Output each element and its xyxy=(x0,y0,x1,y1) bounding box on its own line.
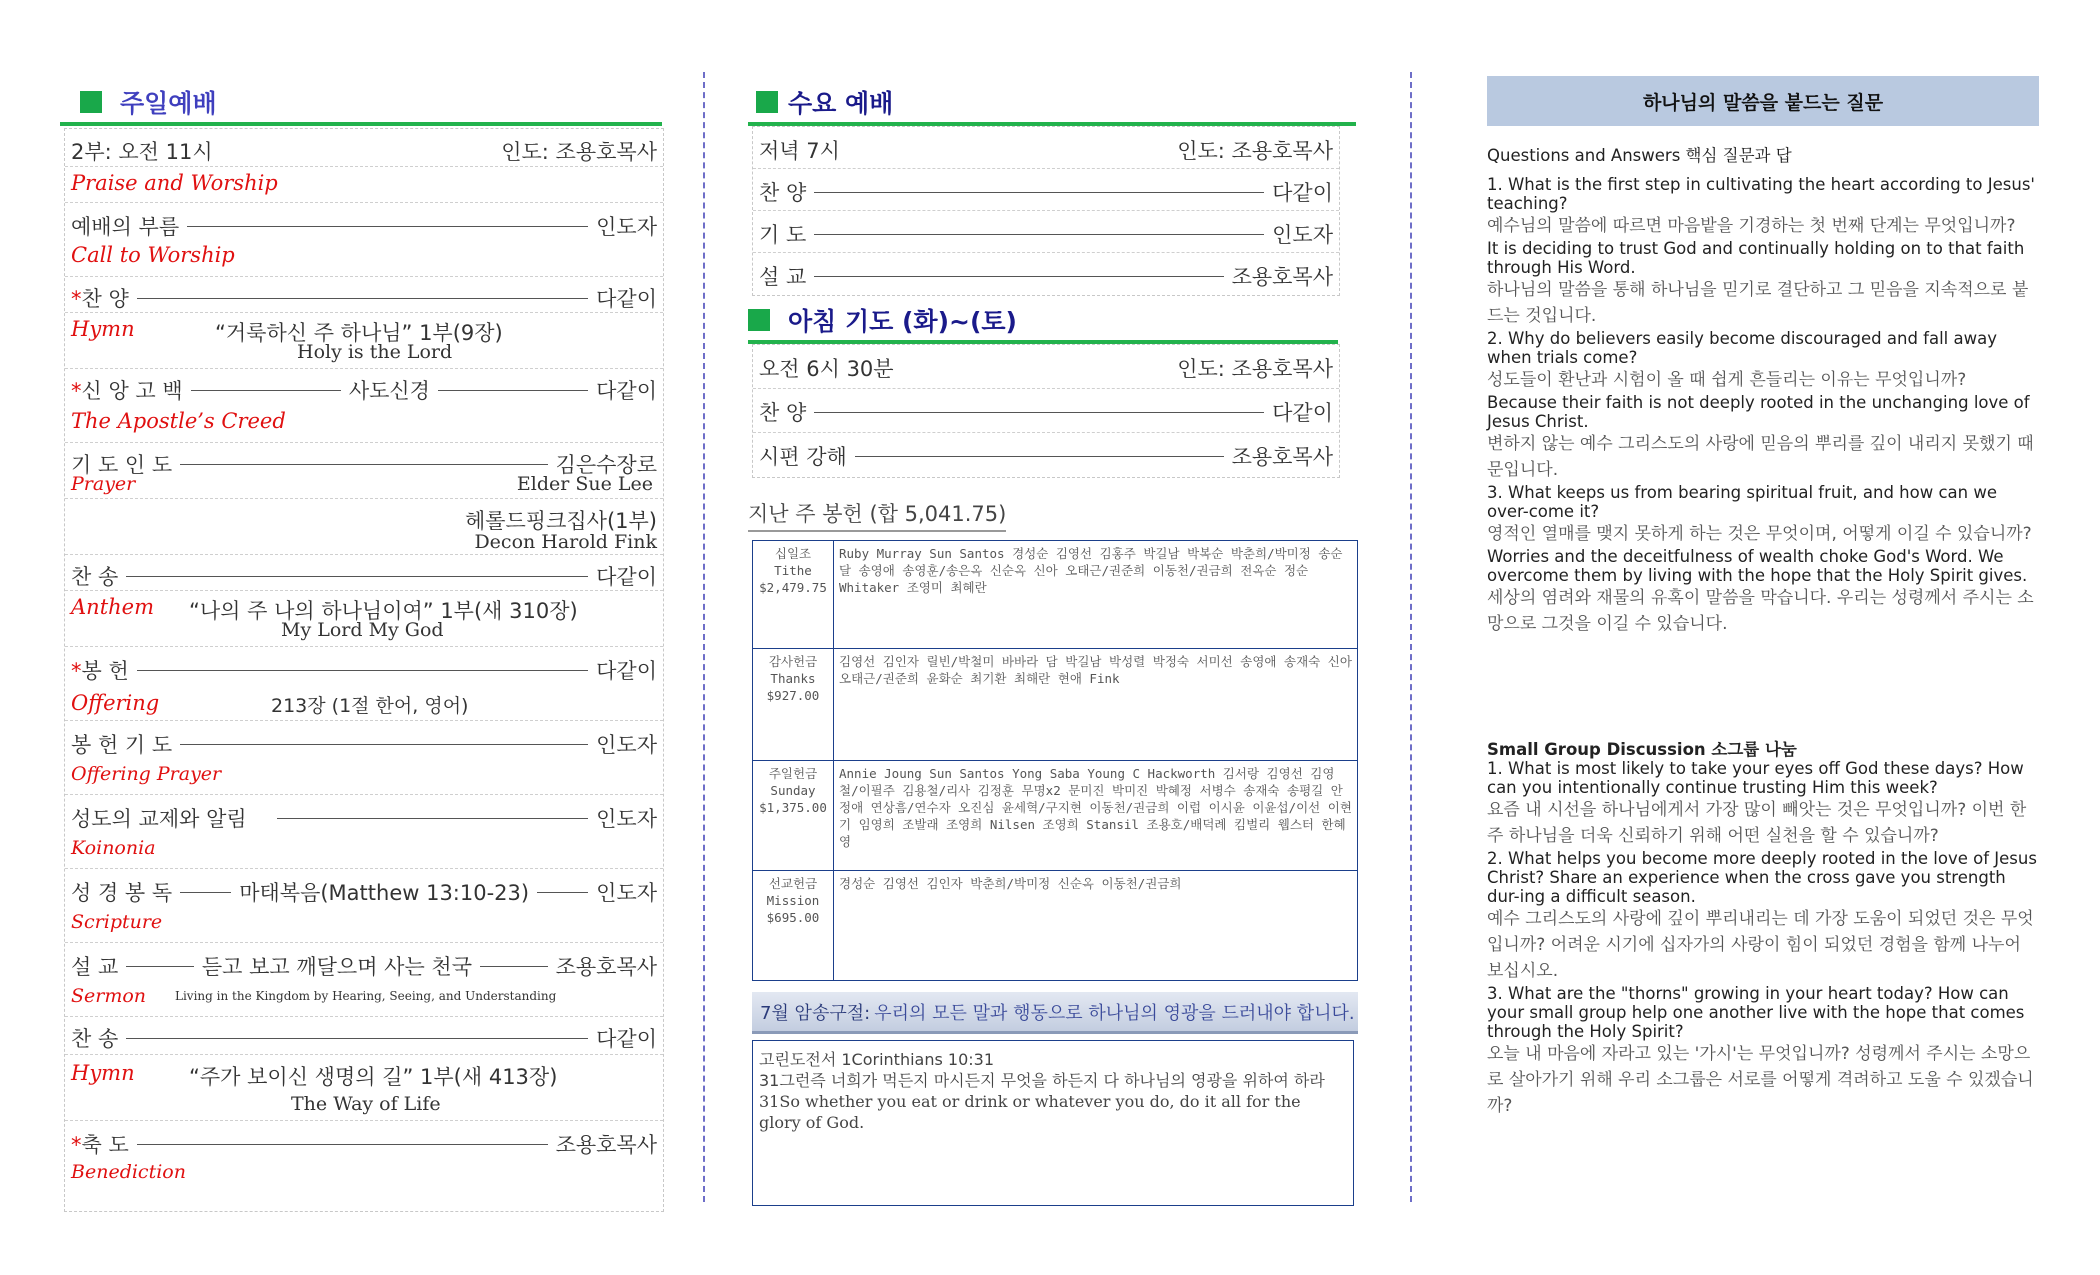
creed-row xyxy=(65,369,663,443)
item-leader: 인도자 xyxy=(596,881,658,905)
offering-names: Annie Joung Sun Santos Yong Saba Young C Hackworth 김서랑 김영선 김영철/이필주 김용철/리사 김정훈 무명x2 문미진 박미진 박혜정 서병수 송재숙 송평길 안정애 연상흠/연수자 오진심 윤세혁/구지현 이동천/권금희 이럽 이시윤 이윤섭/이선 이현기 임영희 조발래 조영희 Nilsen 조영희 Stansil 조용호/배덕례 킴벌리 웹스터 한혜영 xyxy=(834,761,1358,871)
item-line xyxy=(759,261,1333,291)
item-line xyxy=(71,729,657,759)
sunday-order-of-worship xyxy=(64,128,664,1212)
item-english-title: Prayer xyxy=(71,473,136,495)
leader-line xyxy=(480,966,548,967)
green-square-icon xyxy=(80,91,102,113)
offering-row xyxy=(753,761,1358,871)
item-label: 설 교 xyxy=(759,265,807,289)
morning-prayer-order xyxy=(752,344,1340,478)
item-label: 설 교 xyxy=(71,955,119,979)
sunday-title: 주일예배 xyxy=(120,89,217,118)
item-english-title: Sermon xyxy=(71,985,147,1007)
item-english-title: Benediction xyxy=(71,1161,186,1183)
stand-marker: * xyxy=(71,1133,82,1157)
item-line xyxy=(759,441,1333,471)
item-label: 예배의 부름 xyxy=(71,215,180,239)
prayer-alt-leader-row xyxy=(65,499,663,555)
offering-prayer-row xyxy=(65,721,663,795)
stand-marker: * xyxy=(71,379,82,403)
leader-line xyxy=(438,390,588,391)
item-line xyxy=(71,561,657,591)
item-line xyxy=(71,375,657,405)
item-leader: 인도자 xyxy=(1272,223,1333,247)
item-line xyxy=(71,1129,657,1159)
item-leader: 다같이 xyxy=(596,287,657,311)
item-english-title: Praise and Worship xyxy=(71,171,278,195)
offering-category: 감사헌금 Thanks $927.00 xyxy=(753,649,834,761)
benediction-row xyxy=(65,1121,663,1211)
item-english-title: Hymn xyxy=(71,1061,135,1085)
small-group-section xyxy=(1487,740,2039,1119)
item-line xyxy=(759,397,1333,427)
anthem-row xyxy=(65,591,663,647)
item-english-title: Call to Worship xyxy=(71,243,235,267)
offering-names: 김영선 김인자 릴빈/박철미 바바라 담 박길남 박성렬 박정숙 서미선 송영애 송재숙 신아 오태근/권준희 윤화순 최기환 최해란 현애 Fink xyxy=(834,649,1358,761)
item-line xyxy=(71,655,657,685)
item-label: 기 도 인 도 xyxy=(71,453,173,477)
green-square-icon xyxy=(756,91,778,113)
item-label: 성 경 봉 독 xyxy=(71,881,173,905)
item-english-title: Offering xyxy=(71,691,160,715)
leader-line xyxy=(137,298,588,299)
wednesday-item-row xyxy=(753,211,1339,253)
item-label: 봉 헌 기 도 xyxy=(71,733,173,757)
anthem-title: “나의 주 나의 하나님이여” 1부(새 310장) xyxy=(189,599,578,623)
column-divider xyxy=(1410,72,1412,1202)
answer-korean: 하나님의 말씀을 통해 하나님을 믿기로 결단하고 그 믿음을 지속적으로 붙드는 것입니다. xyxy=(1487,280,2029,326)
morning-item-row xyxy=(753,433,1339,477)
verse-reference: 고린도전서 1Corinthians 10:31 xyxy=(759,1050,995,1069)
service-time-row xyxy=(65,129,663,167)
item-leader: 김은수장로 xyxy=(555,453,657,477)
morning-prayer-section-header xyxy=(748,300,1338,344)
morning-time-row xyxy=(753,345,1339,389)
question-english: 3. What keeps us from bearing spiritual fruit, and how can we over-come it? xyxy=(1487,483,1997,521)
item-label: 찬 양 xyxy=(759,181,807,205)
offering-row xyxy=(65,647,663,721)
answer-english: Worries and the deceitfulness of wealth choke God's Word. We overcome them by living with the hope that the Holy Spirit gives. xyxy=(1487,547,2028,585)
offering-category: 주일헌금 Sunday $1,375.00 xyxy=(753,761,834,871)
item-leader: 인도자 xyxy=(596,807,657,831)
item-leader: 조용호목사 xyxy=(1231,445,1333,469)
wednesday-order xyxy=(752,126,1340,296)
morning-prayer-title: 아침 기도 (화)~(토) xyxy=(788,307,1017,336)
item-line xyxy=(71,803,657,833)
call-to-worship-row xyxy=(65,203,663,277)
hymn-row-3 xyxy=(65,1017,663,1055)
wednesday-section-header xyxy=(748,82,1356,126)
wednesday-item-row xyxy=(753,169,1339,211)
question-english: 1. What is the first step in cultivating the heart according to Jesus' teaching? xyxy=(1487,175,2035,213)
item-english-title: Scripture xyxy=(71,911,163,933)
wednesday-item-row xyxy=(753,253,1339,295)
item-leader: 헤롤드핑크집사(1부) xyxy=(464,509,657,533)
service-time: 2부: 오전 11시 xyxy=(71,140,213,164)
item-label: 성도의 교제와 알림 xyxy=(71,807,247,831)
qa-section xyxy=(1487,146,2039,637)
offerings-table xyxy=(752,540,1358,981)
item-leader: 다같이 xyxy=(1272,401,1333,425)
qa-heading: Questions and Answers 핵심 질문과 답 xyxy=(1487,146,1792,165)
item-leader: 다같이 xyxy=(596,659,657,683)
leader-line xyxy=(814,234,1264,235)
item-label: *신 앙 고 백 xyxy=(71,379,183,403)
discussion-english: 2. What helps you become more deeply rooted in the love of Jesus Christ? Share an experience when the cross gave you strength dur-ing a difficult season. xyxy=(1487,849,2037,906)
item-label: 시편 강해 xyxy=(759,445,847,469)
item-leader: 인도자 xyxy=(596,215,657,239)
item-leader: 다같이 xyxy=(1272,181,1333,205)
closing-hymn-row xyxy=(65,1055,663,1121)
offerings-title: 지난 주 봉헌 (합 5,041.75) xyxy=(748,498,1006,532)
hymn-title: “거룩하신 주 하나님” 1부(9장) xyxy=(215,321,503,345)
discussion-korean: 예수 그리스도의 사랑에 깊이 뿌리내리는 데 가장 도움이 되었던 것은 무엇입니까? 어려운 시기에 십자가의 사랑이 힘이 되었던 경험을 함께 나누어 보십시오. xyxy=(1487,909,2034,981)
stand-marker: * xyxy=(71,287,82,311)
memory-verse-text: 우리의 모든 말과 행동으로 하나님의 영광을 드러내야 합니다. xyxy=(874,1002,1355,1024)
leader-line xyxy=(126,576,588,577)
koinonia-row xyxy=(65,795,663,869)
morning-item-row xyxy=(753,389,1339,433)
item-line xyxy=(759,177,1333,207)
item-label: *찬 양 xyxy=(71,287,129,311)
leader-line xyxy=(126,966,194,967)
offering-row xyxy=(753,871,1358,981)
item-label: *봉 헌 xyxy=(71,659,129,683)
item-leader: 조용호목사 xyxy=(555,955,658,979)
leader-line xyxy=(814,192,1264,193)
question-korean: 예수님의 말씀에 따르면 마음밭을 기경하는 첫 번째 단계는 무엇입니까? xyxy=(1487,216,2016,236)
item-english-title: Anthem xyxy=(71,595,154,619)
item-english-title: Koinonia xyxy=(71,837,156,859)
item-label: *축 도 xyxy=(71,1133,129,1157)
questions-title: 하나님의 말씀을 붙드는 질문 xyxy=(1487,76,2039,126)
discussion-korean: 요즘 내 시선을 하나님에게서 가장 많이 빼앗는 것은 무엇입니까? 이번 한 주 하나님을 더욱 신뢰하기 위해 어떤 실천을 할 수 있습니까? xyxy=(1487,800,2027,846)
item-english-title: Hymn xyxy=(71,317,135,341)
offering-names: 경성순 김영선 김인자 박춘희/박미정 신순옥 이동천/권금희 xyxy=(834,871,1358,981)
scripture-row xyxy=(65,869,663,943)
discussion-english: 3. What are the "thorns" growing in your heart today? How can your small group help one another live with the hope that comes through the Holy Spirit? xyxy=(1487,984,2025,1041)
item-middle: 사도신경 xyxy=(348,379,430,403)
answer-english: Because their faith is not deeply rooted in the unchanging love of Jesus Christ. xyxy=(1487,393,2030,431)
leader-line xyxy=(855,456,1224,457)
service-time: 오전 6시 30분 xyxy=(759,357,894,381)
item-leader: 다같이 xyxy=(596,565,657,589)
item-label: 기 도 xyxy=(759,223,807,247)
service-leader: 인도: 조용호목사 xyxy=(501,140,657,164)
item-label: 찬 송 xyxy=(71,1027,119,1051)
answer-korean: 변하지 않는 예수 그리스도의 사랑에 믿음의 뿌리를 깊이 내리지 못했기 때문입니다. xyxy=(1487,434,2034,480)
leader-line xyxy=(137,1144,548,1145)
leader-line xyxy=(187,226,588,227)
discussion-korean: 오늘 내 마음에 자라고 있는 '가시'는 무엇입니까? 성령께서 주시는 소망으로 살아가기 위해 우리 소그룹은 서로를 어떻게 격려하고 도울 수 있겠습니까? xyxy=(1487,1044,2034,1116)
item-line xyxy=(71,211,657,241)
question-english: 2. Why do believers easily become discouraged and fall away when trials come? xyxy=(1487,329,1997,367)
wednesday-title: 수요 예배 xyxy=(788,89,894,118)
item-leader-english: Decon Harold Fink xyxy=(474,531,657,553)
scripture-reference: 마태복음(Matthew 13:10-23) xyxy=(239,881,530,905)
item-label: 찬 양 xyxy=(759,401,807,425)
item-leader: 인도자 xyxy=(596,733,657,757)
item-line xyxy=(71,877,657,907)
answer-english: It is deciding to trust God and continually holding on to that faith through His Word. xyxy=(1487,239,2025,277)
service-leader: 인도: 조용호목사 xyxy=(1177,357,1333,381)
sermon-title: 듣고 보고 깨달으며 사는 천국 xyxy=(201,955,472,979)
leader-line xyxy=(814,412,1264,413)
leader-line xyxy=(137,670,588,671)
verse-english: 31So whether you eat or drink or whatever you do, do it all for the glory of God. xyxy=(759,1092,1301,1132)
leader-line xyxy=(191,390,341,391)
offering-category: 선교헌금 Mission $695.00 xyxy=(753,871,834,981)
item-line xyxy=(759,219,1333,249)
column-divider xyxy=(703,72,705,1202)
offering-row xyxy=(753,649,1358,761)
sermon-title-english: Living in the Kingdom by Hearing, Seeing, and Understanding xyxy=(175,989,557,1003)
leader-line xyxy=(277,818,589,819)
memory-verse-label: 7월 암송구절: xyxy=(760,1002,871,1024)
answer-korean: 세상의 염려와 재물의 유혹이 말씀을 막습니다. 우리는 성령께서 주시는 소망으로 그것을 이길 수 있습니다. xyxy=(1487,588,2034,634)
praise-row xyxy=(65,167,663,203)
discussion-english: 1. What is most likely to take your eyes off God these days? How can you intentionally continue trusting Him this week? xyxy=(1487,759,2024,797)
memory-verse-banner xyxy=(752,992,1358,1034)
item-leader: 조용호목사 xyxy=(1231,265,1333,289)
hymn-title-english: Holy is the Lord xyxy=(297,341,453,363)
item-leader: 다같이 xyxy=(596,379,657,403)
offering-names: Ruby Murray Sun Santos 경성순 김영선 김홍주 박길남 박복순 박춘희/박미정 송순달 송영애 송영훈/송은옥 신순옥 신아 오태근/권준희 이동천/권금희 전옥순 정순 Whitaker 조영미 최혜란 xyxy=(834,541,1358,649)
item-leader: 다같이 xyxy=(596,1027,657,1051)
item-label: 찬 송 xyxy=(71,565,119,589)
item-line xyxy=(71,283,657,313)
leader-line xyxy=(126,1038,588,1039)
leader-line xyxy=(180,744,588,745)
hymn-row xyxy=(65,313,663,369)
leader-line xyxy=(180,464,547,465)
verse-korean: 31그런즉 너희가 먹든지 마시든지 무엇을 하든지 다 하나님의 영광을 위하여 하라 xyxy=(759,1071,1325,1090)
wednesday-time-row xyxy=(753,127,1339,169)
stand-marker: * xyxy=(71,659,82,683)
scripture-verse-box xyxy=(752,1040,1354,1206)
item-line xyxy=(71,951,657,981)
anthem-title-english: My Lord My God xyxy=(281,619,444,641)
item-english-title: The Apostle’s Creed xyxy=(71,409,286,433)
leader-line xyxy=(180,892,231,893)
leader-line xyxy=(537,892,588,893)
service-time: 저녁 7시 xyxy=(759,139,840,163)
item-line xyxy=(71,1023,657,1053)
sunday-section-header xyxy=(60,82,662,126)
praise-song-row xyxy=(65,277,663,313)
service-leader: 인도: 조용호목사 xyxy=(1177,139,1333,163)
small-group-heading: Small Group Discussion 소그룹 나눔 xyxy=(1487,740,1797,759)
prayer-row xyxy=(65,443,663,499)
closing-hymn-title: “주가 보이신 생명의 길” 1부(새 413장) xyxy=(189,1065,558,1089)
leader-line xyxy=(814,276,1223,277)
question-korean: 영적인 열매를 맺지 못하게 하는 것은 무엇이며, 어떻게 이길 수 있습니까? xyxy=(1487,524,2032,544)
item-english-title: Offering Prayer xyxy=(71,763,222,785)
offering-row xyxy=(753,541,1358,649)
offering-category: 십일조 Tithe $2,479.75 xyxy=(753,541,834,649)
sermon-row xyxy=(65,943,663,1017)
hymn-row-2 xyxy=(65,555,663,591)
item-leader-english: Elder Sue Lee xyxy=(516,473,653,495)
question-korean: 성도들이 환난과 시험이 올 때 쉽게 흔들리는 이유는 무엇입니까? xyxy=(1487,370,1967,390)
offering-hymn: 213장 (1절 한어, 영어) xyxy=(271,695,469,717)
item-leader: 조용호목사 xyxy=(555,1133,657,1157)
green-square-icon xyxy=(748,309,770,331)
closing-hymn-title-english: The Way of Life xyxy=(291,1093,441,1115)
